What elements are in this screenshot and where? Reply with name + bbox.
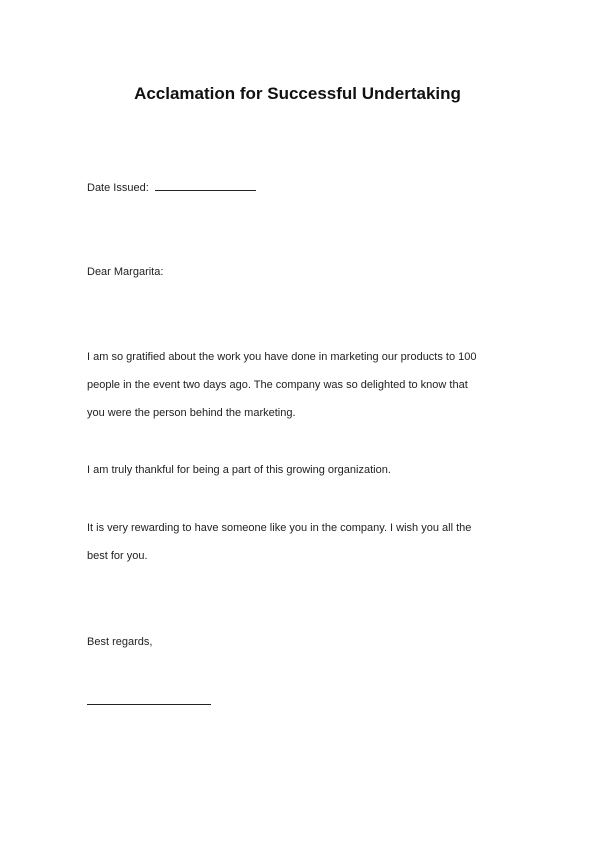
- paragraph1-line1: I am so gratified about the work you have done in marketing our products to 100: [87, 351, 477, 363]
- document-title: Acclamation for Successful Undertaking: [134, 84, 461, 103]
- paragraph1-line2: people in the event two days ago. The company was so delighted to know that: [87, 379, 468, 391]
- paragraph3-line2: best for you.: [87, 550, 148, 562]
- date-blank: [155, 180, 256, 191]
- signature-blank: [87, 694, 211, 705]
- paragraph2-line1: I am truly thankful for being a part of this growing organization.: [87, 464, 391, 476]
- paragraph1-line3: you were the person behind the marketing.: [87, 407, 296, 419]
- signature-line: [87, 694, 211, 708]
- salutation: Dear Margarita:: [87, 266, 164, 278]
- date-issued-line: [87, 180, 256, 194]
- paragraph3-line1: It is very rewarding to have someone like you in the company. I wish you all the: [87, 522, 472, 534]
- date-issued-label: Date Issued:: [87, 182, 149, 194]
- closing: Best regards,: [87, 636, 153, 648]
